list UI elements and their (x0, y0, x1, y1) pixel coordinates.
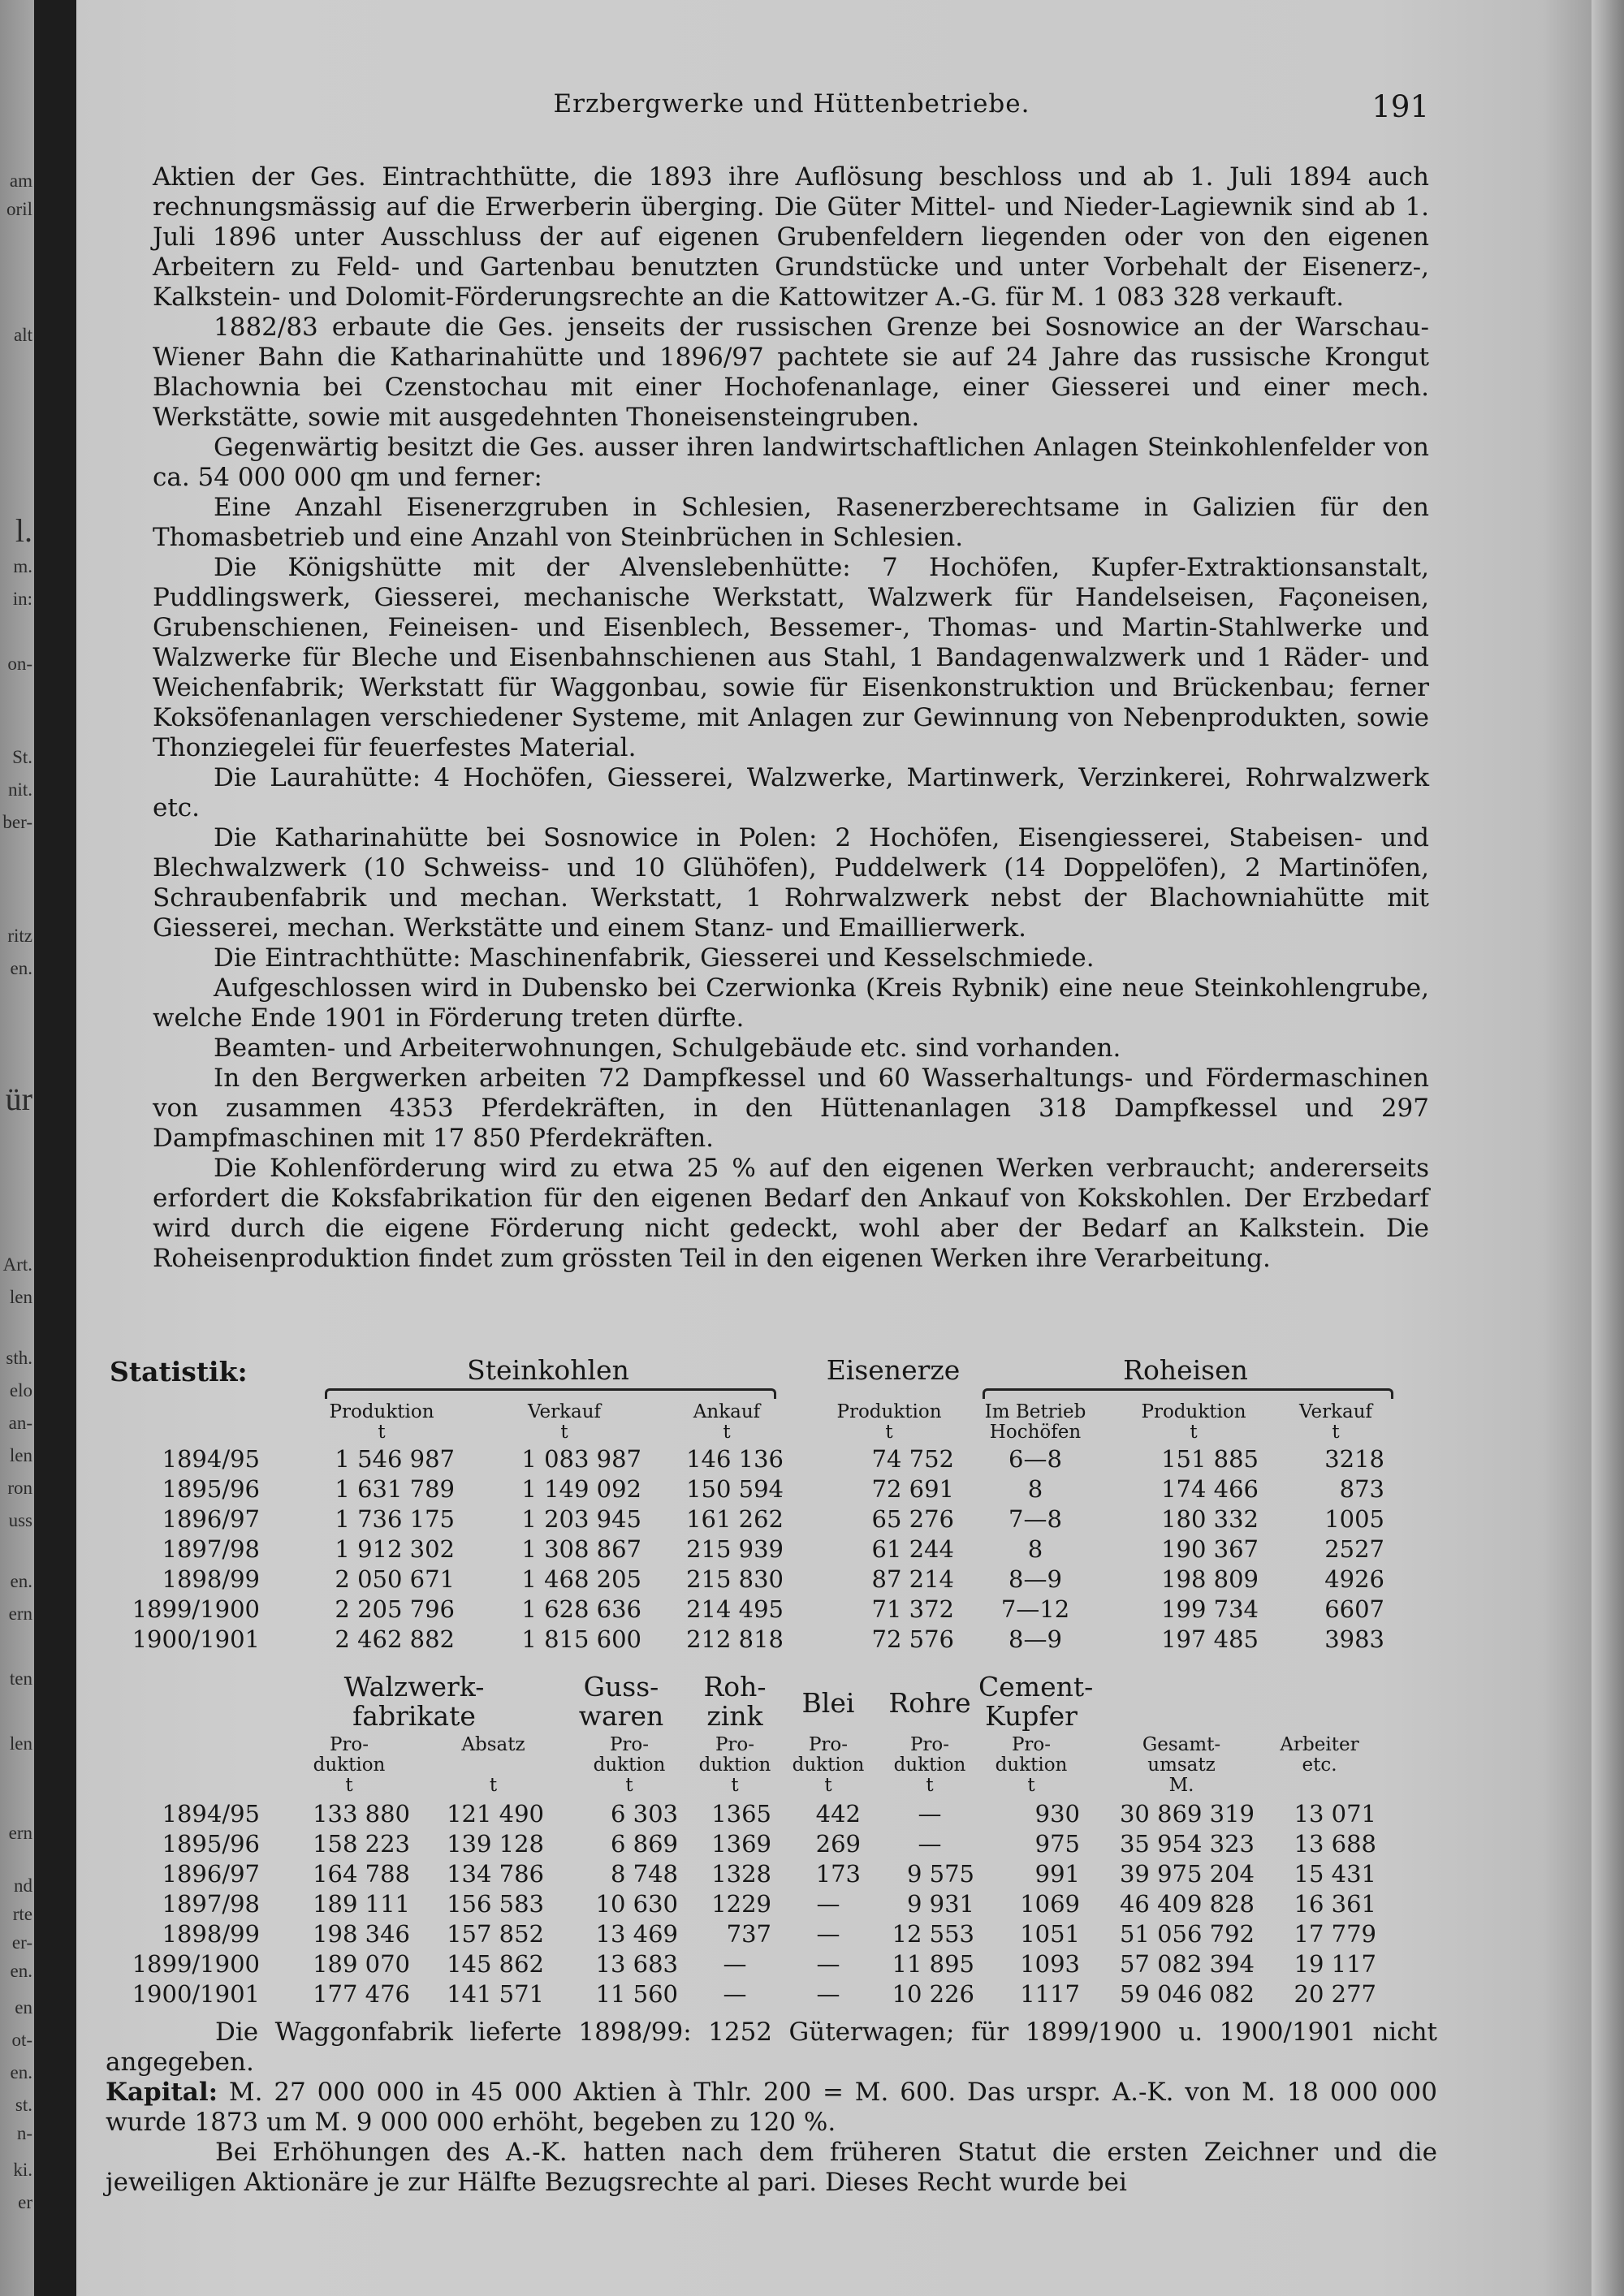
margin-fragment: uss (8, 1510, 32, 1530)
table-cell: 975 (1034, 1830, 1080, 1858)
group-header: Rohre (888, 1687, 971, 1719)
margin-fragment: rte (12, 1904, 32, 1924)
table-cell: 156 583 (447, 1890, 544, 1918)
column-unit: t (560, 1422, 568, 1443)
table-cell: 8 (1027, 1475, 1043, 1503)
table-cell: 157 852 (447, 1920, 544, 1948)
kapital-text: M. 27 000 000 in 45 000 Aktien à Thlr. 200 = M. 600. Das urspr. A.-K. von M. 18 000 000 wurde 1873 um M. 9 000 000 erhöht, begeben zu 120 %. (106, 2078, 1437, 2137)
margin-fragment: er- (11, 1932, 32, 1953)
paragraph: 1882/83 erbaute die Ges. jenseits der russischen Grenze bei Sosnowice an der Warschau-Wiener Bahn die Katharinahütte und 1896/97 pachtete sie auf 24 Jahre das russische Krongut Blachownia bei Czenstochau mit einer Hochofenanlage, einer Giesserei und einer mech. Werkstätte, sowie mit ausgedehnten Thoneisensteingruben. (153, 313, 1429, 432)
table-cell: 59 046 082 (1119, 1980, 1255, 2008)
column-header: Gesamt- (1142, 1734, 1221, 1755)
table-cell: 10 226 (892, 1980, 974, 2008)
table-cell: 19 117 (1294, 1950, 1376, 1978)
table-cell: 161 262 (686, 1505, 784, 1533)
page-number: 191 (1371, 89, 1429, 124)
table-cell: 873 (1339, 1475, 1384, 1503)
table-cell: 6 303 (610, 1800, 678, 1828)
table-cell: 71 372 (871, 1595, 954, 1623)
table-cell: 13 683 (595, 1950, 678, 1978)
column-header: Verkauf (527, 1401, 602, 1422)
table-cell: 1 468 205 (521, 1565, 641, 1593)
table-cell: 991 (1034, 1860, 1080, 1888)
table-cell: 6 869 (610, 1830, 678, 1858)
margin-fragment: len (9, 1445, 32, 1465)
table-cell: 3218 (1324, 1445, 1384, 1473)
paragraph: Die Königshütte mit der Alvenslebenhütte: 7 Hochöfen, Kupfer-Extraktionsanstalt, Puddlingswerk, Giesserei, mechanische Werkstatt, Walzwerk für Handelseisen, Façoneisen, Grubenschienen, Feineisen- und Eisenblech, Bessemer-, Thomas- und Martin-Stahlwerke und Walzwerke für Bleche und Eisenbahnschienen aus Stahl, 1 Bandagenwalzwerk und 1 Räder- und Weichenfabrik; Werkstatt für Waggonbau, sowie für Eisenkonstruktion und Brückenbau; ferner Koksöfenanlagen verschiedener Systeme, mit Anlagen zur Gewinnung von Nebenprodukten, sowie Thonziegelei für feuerfestes Material. (153, 553, 1429, 762)
column-header: Pro- (609, 1734, 650, 1755)
running-header (154, 89, 1429, 130)
margin-fragment: Art. (2, 1254, 32, 1275)
paragraph: Aktien der Ges. Eintrachthütte, die 1893 ihre Auflösung beschloss und ab 1. Juli 1894 auch rechnungsmässig auf die Erwerberin überging. Die Güter Mittel- und Nieder-Lagiewnik sind ab 1. Juli 1896 unter Ausschluss der auf eigenen Grubenfeldern liegenden oder von den eigenen Arbeitern zu Feld- und Gartenbau benutzten Grundstücke und unter Vorbehalt der Eisenerz-, Kalkstein- und Dolomit-Förderungsrechte an die Kattowitzer A.-G. für M. 1 083 328 verkauft. (153, 162, 1429, 312)
table-cell: 173 (815, 1860, 861, 1888)
table-cell: 4926 (1324, 1565, 1384, 1593)
column-unit: t (1332, 1422, 1340, 1443)
column-header: Pro- (715, 1734, 755, 1755)
table-cell: 215 939 (686, 1535, 784, 1563)
statistik-label: Statistik: (110, 1356, 248, 1388)
paragraph: Die Kohlenförderung wird zu etwa 25 % auf den eigenen Werken verbraucht; andererseits erfordert die Koksfabrikation für den eigenen Bedarf den Ankauf von Kokskohlen. Der Erzbedarf wird durch die eigene Förderung nicht gedeckt, wohl aber der Bedarf an Kalkstein. Die Roheisenproduktion findet zum grössten Teil in den eigenen Werken ihre Verarbeitung. (153, 1154, 1429, 1273)
table-cell: 2 462 882 (335, 1625, 455, 1653)
column-unit: t (885, 1422, 893, 1443)
column-unit: t (378, 1422, 386, 1443)
table-cell: 15 431 (1294, 1860, 1376, 1888)
column-header: Ankauf (693, 1401, 761, 1422)
margin-fragment: n- (16, 2123, 32, 2143)
table-cell: — (816, 1920, 840, 1948)
column-header: Verkauf (1298, 1401, 1373, 1422)
column-header: duktion (593, 1754, 666, 1776)
margin-fragment: alt (14, 325, 32, 345)
year-cell: 1900/1901 (132, 1625, 260, 1653)
table-cell: 8—9 (1009, 1565, 1062, 1593)
table-cell: 6—8 (1009, 1445, 1062, 1473)
table-cell: 198 809 (1161, 1565, 1259, 1593)
paragraph: Eine Anzahl Eisenerzgruben in Schlesien, Rasenerzberechtsame in Galizien für den Thomasbetrieb und eine Anzahl von Steinbrüchen in Schlesien. (153, 493, 1429, 552)
table-cell: 133 880 (313, 1800, 410, 1828)
table-cell: 145 862 (447, 1950, 544, 1978)
margin-fragment: st. (15, 2095, 32, 2115)
table-cell: 9 931 (906, 1890, 974, 1918)
table-cell: — (723, 1950, 747, 1978)
column-unit: t (489, 1775, 498, 1796)
table-cell: 151 885 (1161, 1445, 1259, 1473)
margin-fragment: l. (15, 512, 32, 549)
waggon-note: Die Waggonfabrik lieferte 1898/99: 1252 Güterwagen; für 1899/1900 u. 1900/1901 nicht angegeben. (106, 2018, 1437, 2077)
table-cell: 150 594 (686, 1475, 784, 1503)
margin-fragment: ern (8, 1603, 32, 1624)
group-header-steinkohlen: Steinkohlen (467, 1354, 629, 1386)
column-header: etc. (1302, 1754, 1337, 1776)
table-cell: — (816, 1980, 840, 2008)
column-unit: M. (1168, 1775, 1194, 1796)
margin-fragment: ür (5, 1081, 32, 1117)
table-cell: 1005 (1324, 1505, 1384, 1533)
table-cell: 1328 (711, 1860, 771, 1888)
paragraph: Die Eintrachthütte: Maschinenfabrik, Giesserei und Kesselschmiede. (214, 943, 1095, 973)
margin-fragment: on- (7, 654, 32, 674)
table-cell: 269 (815, 1830, 861, 1858)
column-header: Produktion (836, 1401, 942, 1422)
table-cell: 2527 (1324, 1535, 1384, 1563)
facing-page-margin-fragments (0, 0, 34, 2296)
margin-fragment: en. (10, 1571, 32, 1591)
paragraph: Die Katharinahütte bei Sosnowice in Polen: 2 Hochöfen, Eisengiesserei, Stabeisen- und Blechwalzwerk (10 Schweiss- und 10 Glühöfen), Puddelwerk (14 Doppelöfen), 2 Martinöfen, Schraubenfabrik und mechan. Werkstatt, 1 Rohrwalzwerk nebst der Blachowniahütte mit Giesserei, mechan. Werkstätte und einem Stanz- und Emaillierwerk. (153, 823, 1429, 943)
margin-fragment: ritz (7, 926, 32, 946)
table-cell: 174 466 (1161, 1475, 1259, 1503)
table-cell: 146 136 (686, 1445, 784, 1473)
table-cell: 2 205 796 (335, 1595, 455, 1623)
margin-fragment: ot- (11, 2030, 32, 2050)
group-header: Roh- (703, 1671, 767, 1703)
column-header: duktion (995, 1754, 1068, 1776)
margin-fragment: nd (14, 1875, 32, 1896)
kapital-label: Kapital: (106, 2078, 218, 2107)
table-cell: 215 830 (686, 1565, 784, 1593)
table-cell: 1365 (711, 1800, 771, 1828)
column-unit: Hochöfen (989, 1422, 1082, 1443)
column-unit: t (723, 1422, 731, 1443)
table-cell: 199 734 (1161, 1595, 1259, 1623)
table-cell: 189 111 (313, 1890, 410, 1918)
table-cell: — (723, 1980, 747, 2008)
margin-fragment: en. (10, 1961, 32, 1981)
table-cell: 121 490 (447, 1800, 544, 1828)
column-header: Pro- (808, 1734, 849, 1755)
year-cell: 1900/1901 (132, 1980, 260, 2008)
margin-fragment: elo (9, 1380, 32, 1400)
table-cell: 7—8 (1009, 1505, 1062, 1533)
table-cell: 10 630 (595, 1890, 678, 1918)
table-cell: 7—12 (1000, 1595, 1070, 1623)
group-header: Walzwerk- (343, 1671, 485, 1703)
margin-fragment: en. (10, 958, 32, 978)
table-cell: 11 895 (892, 1950, 974, 1978)
year-cell: 1894/95 (162, 1800, 260, 1828)
margin-fragment: er (18, 2192, 32, 2212)
column-header: Im Betrieb (984, 1401, 1086, 1422)
margin-fragment: en. (10, 2062, 32, 2082)
table-cell: — (816, 1950, 840, 1978)
table-cell: 930 (1034, 1800, 1080, 1828)
table-cell: — (816, 1890, 840, 1918)
table-cell: 3983 (1324, 1625, 1384, 1653)
table-cell: — (918, 1800, 942, 1828)
table-cell: 1 815 600 (521, 1625, 641, 1653)
table-cell: 30 869 319 (1119, 1800, 1255, 1828)
column-header: duktion (893, 1754, 966, 1776)
column-header: Pro- (909, 1734, 950, 1755)
page-edge-shadow (1592, 0, 1624, 2296)
margin-fragment: ki. (13, 2160, 32, 2180)
group-header-eisenerze: Eisenerze (826, 1354, 961, 1386)
table-cell: 1093 (1020, 1950, 1080, 1978)
after-table-text (106, 2018, 1437, 2198)
margin-fragment: St. (12, 747, 32, 767)
group-header: Guss- (583, 1671, 659, 1703)
table-cell: 1 083 987 (521, 1445, 641, 1473)
table-cell: 16 361 (1294, 1890, 1376, 1918)
table-cell: — (918, 1830, 942, 1858)
column-header: umsatz (1147, 1754, 1216, 1776)
table-cell: 1 631 789 (335, 1475, 455, 1503)
column-unit: t (926, 1775, 934, 1796)
table-cell: 74 752 (871, 1445, 954, 1473)
margin-fragment: ern (8, 1823, 32, 1843)
paragraph: Beamten- und Arbeiterwohnungen, Schulgebäude etc. sind vorhanden. (214, 1034, 1121, 1063)
table-cell: 1 628 636 (521, 1595, 641, 1623)
year-cell: 1897/98 (162, 1535, 260, 1563)
table-cell: 197 485 (1161, 1625, 1259, 1653)
table-cell: 57 082 394 (1119, 1950, 1255, 1978)
table-cell: 1051 (1020, 1920, 1080, 1948)
table-cell: 1 546 987 (335, 1445, 455, 1473)
table-cell: 442 (815, 1800, 861, 1828)
table-cell: 72 576 (871, 1625, 954, 1653)
table-cell: 6607 (1324, 1595, 1384, 1623)
year-cell: 1895/96 (162, 1475, 260, 1503)
book-spine-shadow (34, 0, 76, 2296)
table-cell: 190 367 (1161, 1535, 1259, 1563)
table-cell: 737 (726, 1920, 771, 1948)
table-cell: 1 203 945 (521, 1505, 641, 1533)
table-cell: 214 495 (686, 1595, 784, 1623)
year-cell: 1895/96 (162, 1830, 260, 1858)
paragraph: Gegenwärtig besitzt die Ges. ausser ihren landwirtschaftlichen Anlagen Steinkohlenfelder von ca. 54 000 000 qm und ferner: (153, 433, 1429, 492)
table-cell: 189 070 (313, 1950, 410, 1978)
table-cell: 8 (1027, 1535, 1043, 1563)
table-cell: 1117 (1020, 1980, 1080, 2008)
margin-fragment: en (15, 1997, 32, 2018)
paragraph: In den Bergwerken arbeiten 72 Dampfkessel und 60 Wasserhaltungs- und Fördermaschinen von zusammen 4353 Pferdekräften, in den Hüttenanlagen 318 Dampfkessel und 297 Dampfmaschinen mit 17 850 Pferdekräften. (153, 1064, 1429, 1153)
margin-fragment: m. (13, 556, 32, 576)
group-header: Kupfer (985, 1700, 1078, 1732)
table-cell: 87 214 (871, 1565, 954, 1593)
margin-fragment: ron (7, 1478, 32, 1498)
year-cell: 1897/98 (162, 1890, 260, 1918)
table-cell: 8—9 (1009, 1625, 1062, 1653)
table-cell: 51 056 792 (1119, 1920, 1255, 1948)
table-cell: 17 779 (1294, 1920, 1376, 1948)
margin-fragment: len (9, 1287, 32, 1307)
column-header: Produktion (1141, 1401, 1246, 1422)
group-header: waren (578, 1700, 664, 1732)
table-cell: 1 308 867 (521, 1535, 641, 1563)
column-unit: t (345, 1775, 353, 1796)
closing-paragraph: Bei Erhöhungen des A.-K. hatten nach dem früheren Statut die ersten Zeichner und die jeweiligen Aktionäre je zur Hälfte Bezugsrechte al pari. Dieses Recht wurde bei (106, 2138, 1437, 2197)
table-cell: 9 575 (906, 1860, 974, 1888)
year-cell: 1898/99 (162, 1565, 260, 1593)
column-header: Arbeiter (1280, 1734, 1359, 1755)
table-cell: 1 736 175 (335, 1505, 455, 1533)
body-text (153, 162, 1429, 1274)
paragraph: Aufgeschlossen wird in Dubensko bei Czerwionka (Kreis Rybnik) eine neue Steinkohlengrube, welche Ende 1901 in Förderung treten dürfte. (153, 973, 1429, 1033)
margin-fragment: ber- (2, 812, 32, 832)
column-header: duktion (698, 1754, 771, 1776)
group-header: Cement- (978, 1671, 1094, 1703)
table-cell: 8 748 (610, 1860, 678, 1888)
table-cell: 61 244 (871, 1535, 954, 1563)
margin-fragment: ten (9, 1668, 32, 1689)
margin-fragment: am (9, 170, 32, 191)
table-cell: 13 469 (595, 1920, 678, 1948)
column-header: duktion (792, 1754, 865, 1776)
column-unit: t (731, 1775, 739, 1796)
column-unit: t (1027, 1775, 1035, 1796)
paragraph: Die Laurahütte: 4 Hochöfen, Giesserei, Walzwerke, Martinwerk, Verzinkerei, Rohrwalzwerk etc. (153, 763, 1429, 822)
column-header: Pro- (1011, 1734, 1052, 1755)
margin-fragment: in: (12, 589, 32, 609)
table-cell: 164 788 (313, 1860, 410, 1888)
table-cell: 139 128 (447, 1830, 544, 1858)
table-cell: 1369 (711, 1830, 771, 1858)
table-cell: 13 688 (1294, 1830, 1376, 1858)
table-cell: 1 149 092 (521, 1475, 641, 1503)
group-header-roheisen: Roheisen (1123, 1354, 1248, 1386)
margin-fragment: nit. (7, 779, 32, 800)
year-cell: 1896/97 (162, 1860, 260, 1888)
table-cell: 141 571 (447, 1980, 544, 2008)
margin-fragment: sth. (6, 1348, 32, 1368)
table-cell: 13 071 (1294, 1800, 1376, 1828)
table-cell: 212 818 (686, 1625, 784, 1653)
table-cell: 35 954 323 (1119, 1830, 1255, 1858)
column-unit: t (824, 1775, 832, 1796)
year-cell: 1898/99 (162, 1920, 260, 1948)
year-cell: 1899/1900 (132, 1595, 260, 1623)
table-cell: 158 223 (313, 1830, 410, 1858)
year-cell: 1899/1900 (132, 1950, 260, 1978)
table-cell: 1 912 302 (335, 1535, 455, 1563)
margin-fragment: len (9, 1733, 32, 1754)
column-unit: t (1190, 1422, 1198, 1443)
year-cell: 1896/97 (162, 1505, 260, 1533)
column-header: Absatz (461, 1734, 525, 1755)
column-header: duktion (313, 1754, 386, 1776)
table-cell: 1229 (711, 1890, 771, 1918)
table-cell: 65 276 (871, 1505, 954, 1533)
table-cell: 198 346 (313, 1920, 410, 1948)
column-header: Pro- (329, 1734, 369, 1755)
column-unit: t (625, 1775, 633, 1796)
table-cell: 12 553 (892, 1920, 974, 1948)
group-header: zink (706, 1700, 763, 1732)
margin-fragment: oril (6, 199, 32, 219)
table-cell: 72 691 (871, 1475, 954, 1503)
margin-fragment: an- (8, 1413, 32, 1433)
group-header: fabrikate (352, 1700, 476, 1732)
table-cell: 20 277 (1294, 1980, 1376, 2008)
group-header: Blei (801, 1687, 855, 1719)
table-cell: 180 332 (1161, 1505, 1259, 1533)
running-title: Erzbergwerke und Hüttenbetriebe. (553, 89, 1030, 119)
table-cell: 177 476 (313, 1980, 410, 2008)
table-cell: 134 786 (447, 1860, 544, 1888)
table-cell: 1069 (1020, 1890, 1080, 1918)
column-header: Produktion (329, 1401, 434, 1422)
table-cell: 46 409 828 (1119, 1890, 1255, 1918)
table-cell: 39 975 204 (1119, 1860, 1255, 1888)
table-cell: 2 050 671 (335, 1565, 455, 1593)
year-cell: 1894/95 (162, 1445, 260, 1473)
table-cell: 11 560 (595, 1980, 678, 2008)
kapital-paragraph (106, 2078, 1437, 2138)
